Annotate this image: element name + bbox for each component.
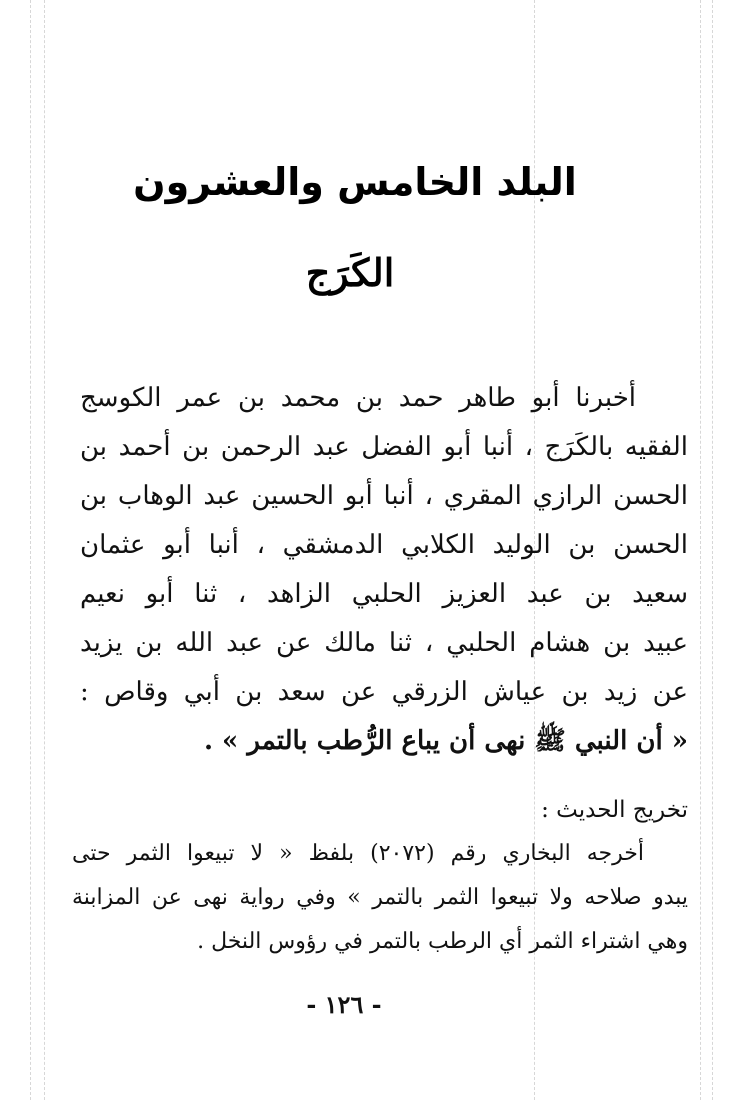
body-line: أخبرنا أبو طاهر حمد بن محمد بن عمر الكوسج [80, 383, 636, 413]
note-line: يبدو صلاحه ولا تبيعوا الثمر بالتمر » وفي رواية نهى عن المزابنة [72, 885, 688, 910]
chapter-title: البلد الخامس والعشرون [133, 160, 577, 204]
section-title: الكَرَج [305, 250, 395, 295]
scan-guide-line [30, 0, 31, 1100]
body-line: الحسن بن الوليد الكلابي الدمشقي ، أنبا أبو عثمان [80, 530, 688, 560]
hadith-quote: « أن النبي ﷺ نهى أن يباع الرُّطب بالتمر » . [203, 726, 688, 756]
scan-guide-line [44, 0, 45, 1100]
body-line: سعيد بن عبد العزيز الحلبي الزاهد ، ثنا أبو نعيم [80, 579, 688, 609]
body-line: الفقيه بالكَرَج ، أنبا أبو الفضل عبد الرحمن بن أحمد بن [80, 432, 688, 462]
body-line: عن زيد بن عياش الزرقي عن سعد بن أبي وقاص : [80, 677, 688, 707]
takhrij-notes [72, 832, 688, 964]
scan-guide-line [712, 0, 713, 1100]
scan-guide-line [700, 0, 701, 1100]
takhrij-heading: تخريج الحديث : [541, 797, 688, 823]
body-line: الحسن الرازي المقري ، أنبا أبو الحسين عبد الوهاب بن [80, 481, 688, 511]
page-number: - ١٢٦ - [306, 990, 382, 1019]
note-line: أخرجه البخاري رقم (٢٠٧٢) بلفظ « لا تبيعوا الثمر حتى [72, 841, 644, 866]
hadith-body [80, 374, 688, 766]
body-line: عبيد بن هشام الحلبي ، ثنا مالك عن عبد الله بن يزيد [80, 628, 688, 658]
note-line: وهي اشتراء الثمر أي الرطب بالتمر في رؤوس النخل . [197, 929, 688, 954]
